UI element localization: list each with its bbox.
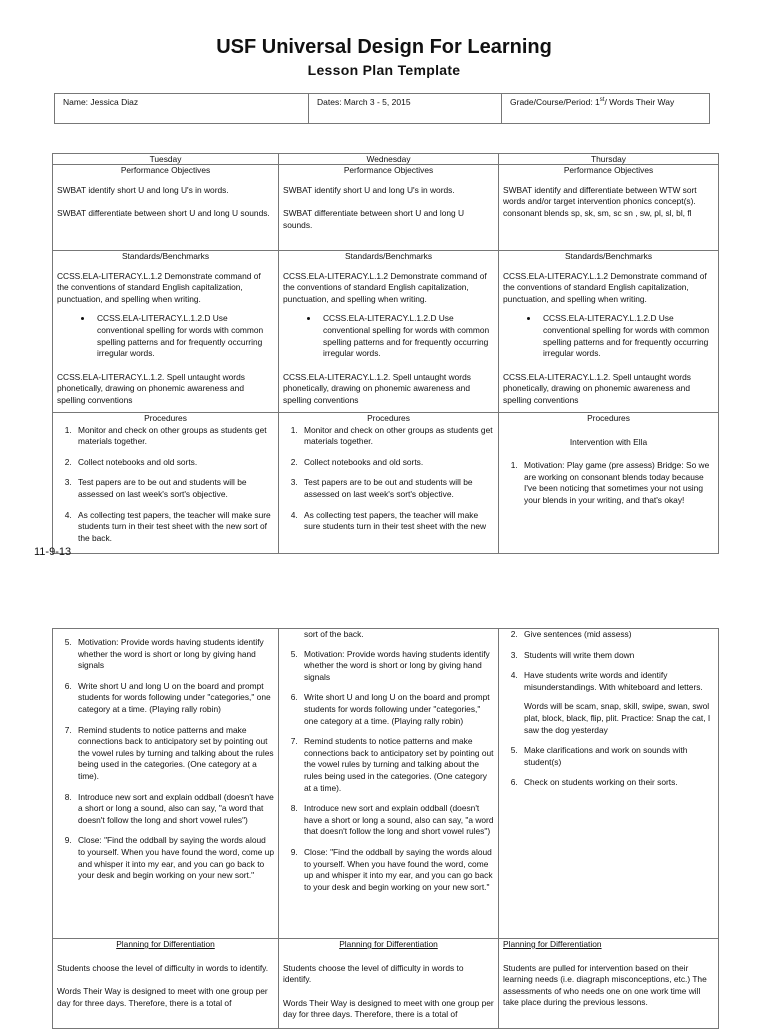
planning-text: Students choose the level of difficulty in words to identify. xyxy=(283,962,464,985)
procedure-list xyxy=(57,637,274,882)
procedures-wednesday xyxy=(279,413,499,554)
objective-text: SWBAT identify short U and long U's in words. xyxy=(57,184,229,195)
objective-text: SWBAT differentiate between short U and long U sounds. xyxy=(57,208,270,219)
standard-bullet: • CCSS.ELA-LITERACY.L.1.2.D Use conventional spelling for words with common spelling patterns and for frequently occurring irregular words. xyxy=(93,313,274,359)
standard-bullet: • CCSS.ELA-LITERACY.L.1.2.D Use conventional spelling for words with common spelling patterns and for frequently occurring irregular words. xyxy=(319,313,494,359)
procedure-step: 1. Motivation: Play game (pre assess) Bridge: So we are working on consonant blends today because I've been noticing that sometimes your not using your blends in your writing, and that's okay! xyxy=(520,460,714,506)
standards-tuesday xyxy=(53,251,279,413)
objectives-tuesday xyxy=(53,165,279,251)
section-heading: Standards/Benchmarks xyxy=(344,251,433,261)
procedures-tuesday-cont xyxy=(53,629,279,939)
procedures-wednesday-cont xyxy=(279,629,499,939)
procedure-step: 6. Check on students working on their sorts. xyxy=(520,777,714,789)
procedure-list xyxy=(283,649,494,894)
standard-bullet-list xyxy=(283,313,494,359)
procedure-step: 3. Test papers are to be out and students will be assessed on last week's sort's objective. xyxy=(74,477,274,500)
standard-main: CCSS.ELA-LITERACY.L.1.2 Demonstrate command of the conventions of standard English capitalization, punctuation, and spelling when writing. xyxy=(503,270,707,304)
standard-bullet-list xyxy=(503,313,714,359)
procedures-thursday xyxy=(499,413,719,554)
standard-main: CCSS.ELA-LITERACY.L.1.2 Demonstrate command of the conventions of standard English capitalization, punctuation, and spelling when writing. xyxy=(57,270,261,304)
procedure-step: 2. Collect notebooks and old sorts. xyxy=(74,457,274,469)
procedure-list xyxy=(283,424,494,532)
section-heading: Planning for Differentiation xyxy=(339,939,438,949)
planning-text: Students are pulled for intervention based on their learning needs (i.e. diagraph misconceptions, etc.) The assessments of who needs one on one work time will take place during the previous lessons. xyxy=(503,962,707,1008)
standards-thursday xyxy=(499,251,719,413)
procedure-step: 6. Write short U and long U on the board and prompt students for words following under "categories," one category at a time. (Playing rally robin) xyxy=(74,681,274,716)
procedures-tuesday xyxy=(53,413,279,554)
procedure-step: 8. Introduce new sort and explain oddball (doesn't have a short or long a sound, also can say, "a word that doesn't follow the long and short vowel rules") xyxy=(74,792,274,827)
objectives-wednesday xyxy=(279,165,499,251)
procedure-step: 4. As collecting test papers, the teacher will make sure students turn in their test sheet with the new sort of the back. xyxy=(74,510,274,545)
day-header-wednesday: Wednesday xyxy=(279,154,499,165)
section-heading: Procedures xyxy=(144,413,187,423)
procedure-step: 4. Have students write words and identify misunderstandings. With whiteboard and letters. Words will be scam, snap, skill, swipe, swan, swol plat, block, black, flip, plit. Practice: Snap the cat, I saw the dog yesterday xyxy=(520,670,714,736)
teacher-name: Name: Jessica Diaz xyxy=(55,94,309,124)
procedure-step: 5. Make clarifications and work on sounds with student(s) xyxy=(520,745,714,768)
section-heading: Planning for Differentiation xyxy=(116,939,215,949)
page-date-stamp: 11-9-13 xyxy=(34,546,72,558)
intervention-label: Intervention with Ella xyxy=(569,436,648,447)
planning-thursday xyxy=(499,939,719,1029)
section-heading: Standards/Benchmarks xyxy=(121,251,210,261)
day-header-thursday: Thursday xyxy=(499,154,719,165)
word-list: Words will be scam, snap, skill, swipe, swan, swol plat, block, black, flip, plit. Practice: Snap the cat, I saw the dog yesterday xyxy=(524,701,711,735)
document-title: USF Universal Design For Learning xyxy=(216,36,552,58)
procedure-list xyxy=(503,460,714,506)
section-heading: Standards/Benchmarks xyxy=(564,251,653,261)
planning-wednesday xyxy=(279,939,499,1029)
procedure-step: 9. Close: "Find the oddball by saying the words aloud to yourself. When you have found the word, come up and whisper it into my ear, and you can go back to your desk and begin working on your new sort." xyxy=(74,835,274,881)
procedure-step: 9. Close: "Find the oddball by saying the words aloud to yourself. When you have found the word, come up and whisper it into my ear, and you can go back to your desk and begin working on your new sort." xyxy=(300,847,494,893)
standard-main: CCSS.ELA-LITERACY.L.1.2 Demonstrate command of the conventions of standard English capitalization, punctuation, and spelling when writing. xyxy=(283,270,487,304)
procedure-step: 8. Introduce new sort and explain oddball (doesn't have a short or long a sound, also can say, "a word that doesn't follow the long and short vowel rules") xyxy=(300,803,494,838)
section-heading: Performance Objectives xyxy=(120,165,211,175)
standard-extra: CCSS.ELA-LITERACY.L.1.2. Spell untaught words phonetically, drawing on phonemic awareness and spelling conventions xyxy=(57,371,245,405)
document-subtitle: Lesson Plan Template xyxy=(307,62,461,78)
procedure-step: 2. Give sentences (mid assess) xyxy=(520,629,714,641)
lesson-plan-grid-top xyxy=(52,153,719,554)
standard-bullet: • CCSS.ELA-LITERACY.L.1.2.D Use conventional spelling for words with common spelling patterns and for frequently occurring irregular words. xyxy=(539,313,714,359)
procedure-step: 5. Motivation: Provide words having students identify whether the word is short or long by giving hand signals xyxy=(300,649,494,684)
standard-extra: CCSS.ELA-LITERACY.L.1.2. Spell untaught words phonetically, drawing on phonemic awareness and spelling conventions xyxy=(503,371,691,405)
procedure-step: 3. Test papers are to be out and students will be assessed on last week's sort's objective. xyxy=(300,477,494,500)
procedure-list xyxy=(57,425,274,545)
grade-course: Grade/Course/Period: 1st/ Words Their Way xyxy=(502,94,710,124)
planning-tuesday xyxy=(53,939,279,1029)
procedure-step: 1. Monitor and check on other groups as students get materials together. xyxy=(300,425,494,448)
procedures-thursday-cont xyxy=(499,629,719,939)
objective-text: SWBAT differentiate between short U and long U sounds. xyxy=(283,208,465,230)
procedure-step: 7. Remind students to notice patterns and make connections back to anticipatory set by pointing out the vowel rules by turning and talking about the rules being used in the categories. (One category at a time). xyxy=(300,736,494,794)
procedure-carryover: sort of the back. xyxy=(304,629,364,639)
objective-text: SWBAT identify and differentiate between WTW sort words and/or target intervention phonics concept(s). consonant blends sp, sk, sm, sc sn , sw, pl, sl, bl, fl xyxy=(503,184,697,218)
procedure-list xyxy=(503,629,714,789)
planning-text: Words Their Way is designed to meet with one group per day for three days. Therefore, there is a total of xyxy=(57,986,268,1008)
standard-extra: CCSS.ELA-LITERACY.L.1.2. Spell untaught words phonetically, drawing on phonemic awareness and spelling conventions xyxy=(283,371,471,405)
header-info-table xyxy=(54,93,710,124)
procedure-step: 6. Write short U and long U on the board and prompt students for words following under "categories," one category at a time. (Playing rally robin) xyxy=(300,692,494,727)
objective-text: SWBAT identify short U and long U's in words. xyxy=(283,184,455,195)
lesson-plan-grid-bottom xyxy=(52,628,719,1029)
section-heading: Performance Objectives xyxy=(563,165,654,175)
section-heading: Procedures xyxy=(367,413,410,423)
planning-text: Students choose the level of difficulty in words to identify. xyxy=(57,962,269,973)
procedure-step: 4. As collecting test papers, the teacher will make sure students turn in their test sheet with the new xyxy=(300,510,494,521)
procedure-step: 2. Collect notebooks and old sorts. xyxy=(300,457,494,469)
planning-text: Words Their Way is designed to meet with one group per day for three days. Therefore, there is a total of xyxy=(283,997,494,1020)
section-heading: Procedures xyxy=(587,413,630,423)
day-header-tuesday: Tuesday xyxy=(53,154,279,165)
section-heading: Planning for Differentiation xyxy=(503,939,602,949)
procedure-step: 7. Remind students to notice patterns and make connections back to anticipatory set by pointing out the vowel rules by turning and talking about the rules being used in the categories. (One category at a time). xyxy=(74,725,274,783)
objectives-thursday xyxy=(499,165,719,251)
procedure-step: 1. Monitor and check on other groups as students get materials together. xyxy=(74,425,274,448)
standards-wednesday xyxy=(279,251,499,413)
procedure-step: 3. Students will write them down xyxy=(520,650,714,662)
lesson-dates: Dates: March 3 - 5, 2015 xyxy=(309,94,502,124)
section-heading: Performance Objectives xyxy=(343,165,434,175)
standard-bullet-list xyxy=(57,313,274,359)
procedure-step: 5. Motivation: Provide words having students identify whether the word is short or long by giving hand signals xyxy=(74,637,274,672)
